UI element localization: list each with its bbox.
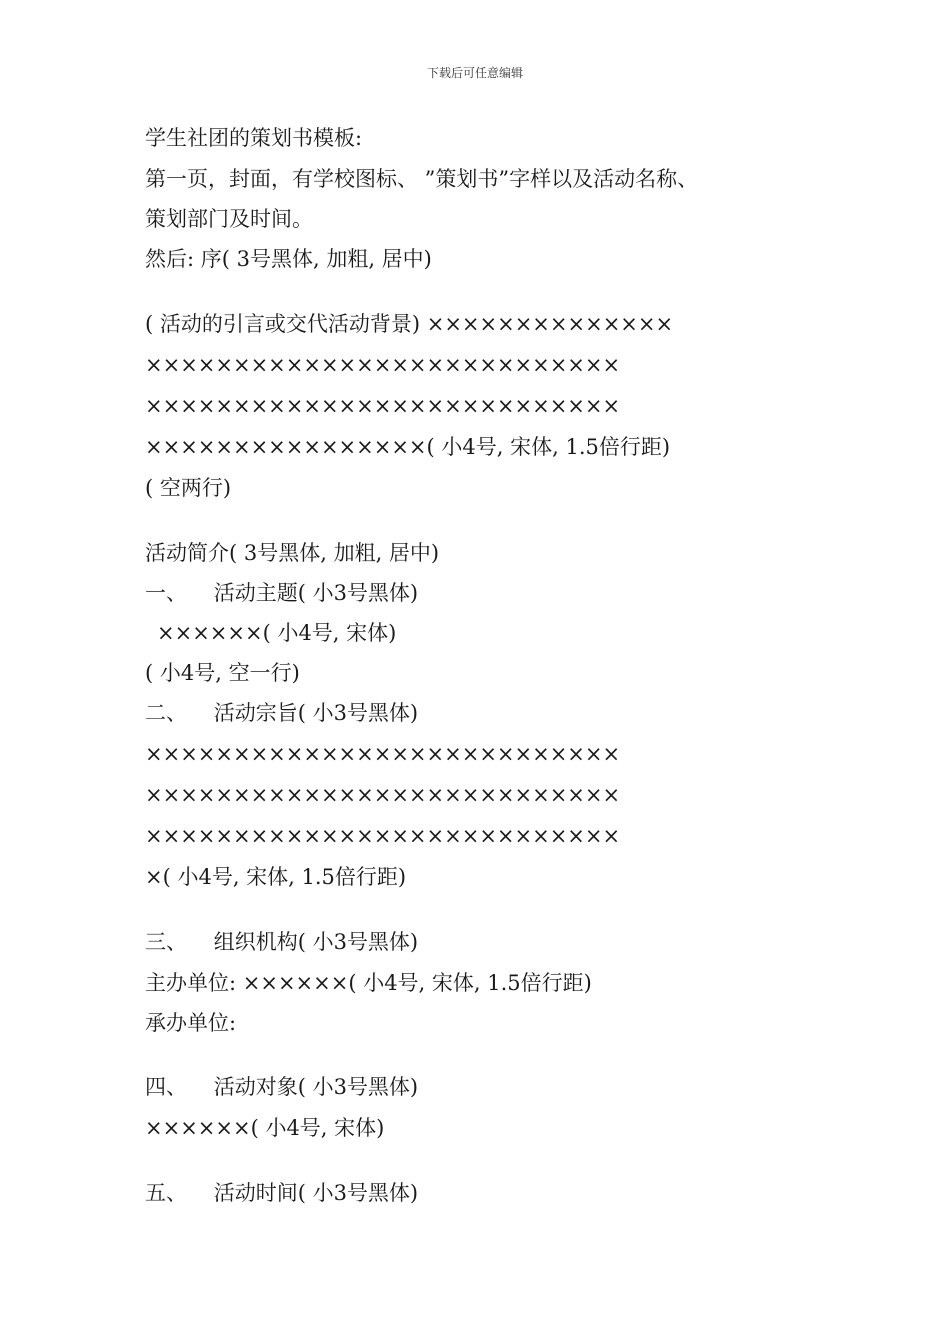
section-heading: 活动简介( 3号黑体, 加粗, 居中) (145, 541, 440, 565)
doc-paragraph: 第一页，封面，有学校图标、 ”策划书”字样以及活动名称、 (145, 167, 699, 191)
section-heading: 二、 活动宗旨( 小3号黑体) (145, 701, 419, 725)
doc-placeholder-line: ××××××××××××××××××××××××××× (145, 353, 621, 377)
doc-placeholder-line: ××××××××××××××××××××××××××× (145, 824, 621, 848)
doc-paragraph: ( 活动的引言或交代活动背景) ×××××××××××××× (145, 312, 674, 336)
page-header: 下载后可任意编辑 (426, 66, 523, 80)
doc-paragraph: 承办单位: (145, 1011, 237, 1035)
section-heading: 四、 活动对象( 小3号黑体) (145, 1075, 419, 1099)
section-heading: 三、 组织机构( 小3号黑体) (145, 930, 419, 954)
doc-placeholder-line: ××××××( 小4号, 宋体) (157, 621, 397, 645)
doc-paragraph: ( 空两行) (145, 476, 232, 500)
doc-placeholder-line: ××××××××××××××××××××××××××× (145, 783, 621, 807)
doc-paragraph: 然后: 序( 3号黑体, 加粗, 居中) (145, 247, 432, 271)
doc-placeholder-line: ××××××××××××××××××××××××××× (145, 742, 621, 766)
doc-placeholder-line: ××××××××××××××××( 小4号, 宋体, 1.5倍行距) (145, 435, 671, 459)
doc-paragraph: 主办单位: ××××××( 小4号, 宋体, 1.5倍行距) (145, 971, 592, 995)
doc-placeholder-line: ××××××××××××××××××××××××××× (145, 394, 621, 418)
section-heading: 五、 活动时间( 小3号黑体) (145, 1181, 419, 1205)
doc-paragraph: ( 小4号, 空一行) (145, 661, 300, 685)
doc-placeholder-line: ×( 小4号, 宋体, 1.5倍行距) (145, 865, 407, 889)
doc-paragraph: 策划部门及时间。 (145, 207, 313, 231)
doc-placeholder-line: ××××××( 小4号, 宋体) (145, 1116, 385, 1140)
section-heading: 一、 活动主题( 小3号黑体) (145, 581, 419, 605)
doc-title: 学生社团的策划书模板: (145, 126, 363, 150)
